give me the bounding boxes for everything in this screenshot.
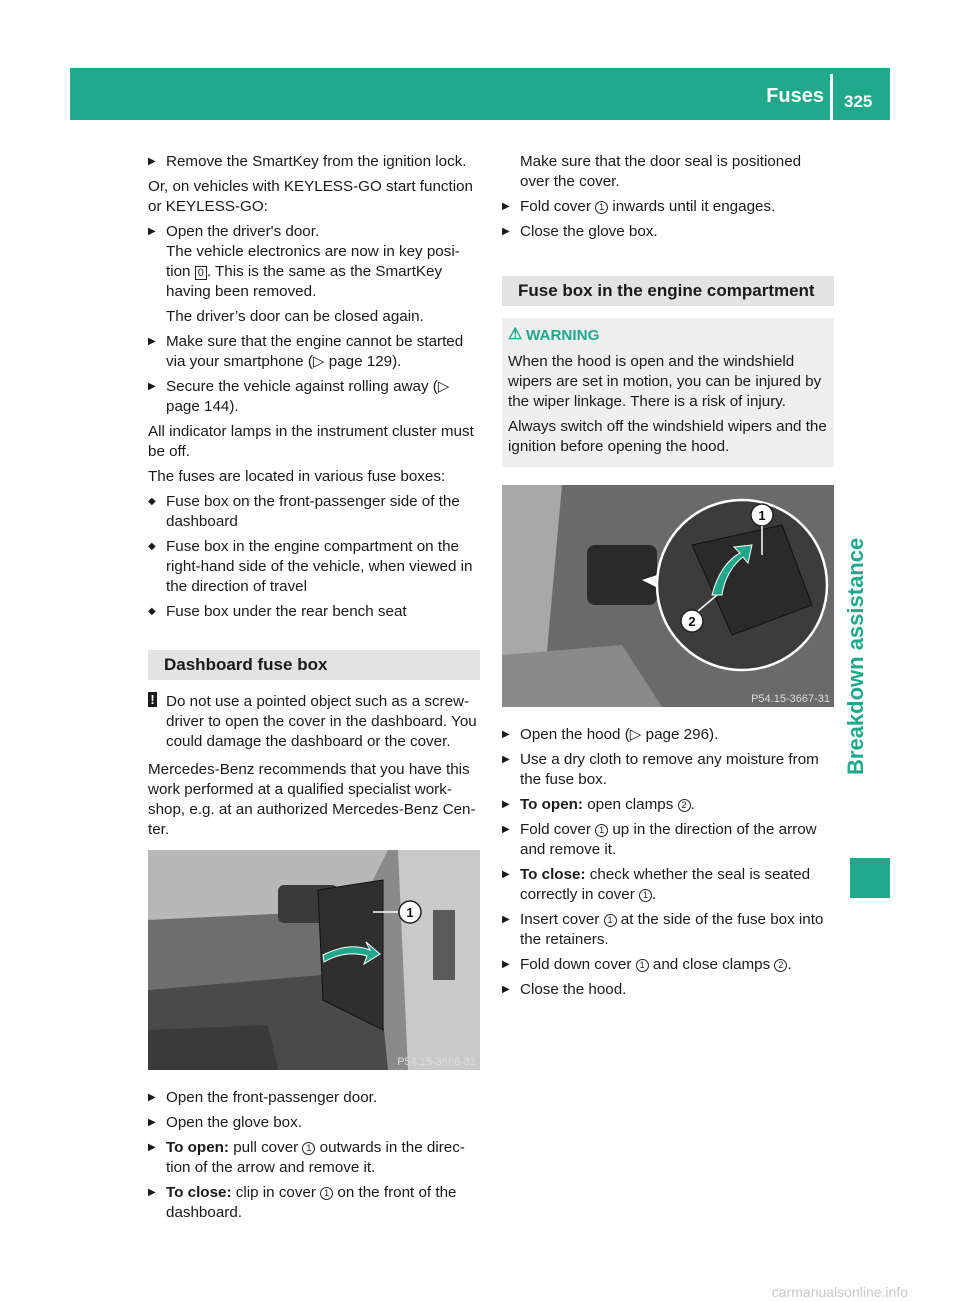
bullet-fusebox-1: ◆ Fuse box on the front-passenger side of the dashboard — [148, 492, 480, 532]
step-open-door-text: Open the driver's door. — [166, 223, 320, 240]
heading-engine-fuse-box: Fuse box in the engine compartment — [502, 276, 834, 306]
warning-text-1: When the hood is open and the windshield wipers are set in motion, you can be injured by the wiper linkage. There is a risk of injury. — [508, 353, 822, 410]
step-open-glove-box: ▶ Open the glove box. — [148, 1113, 480, 1133]
warning-title — [508, 326, 828, 346]
engine-figure — [502, 485, 834, 713]
step-insert-cover — [502, 910, 834, 950]
heading-dashboard-fuse-box: Dashboard fuse box — [148, 650, 480, 680]
left-column — [148, 152, 480, 1228]
check-seal-end: . — [652, 886, 657, 903]
step-fold-down-cover — [502, 955, 834, 975]
fold-cover-text-rest: inwards until it engages. — [608, 198, 776, 215]
step-fold-up-cover — [502, 820, 834, 860]
engine-photo — [502, 485, 834, 707]
callout-1-icon: 1 — [302, 1142, 315, 1155]
step-dry-cloth: ▶ Use a dry cloth to remove any moisture from the fuse box. — [502, 750, 834, 790]
keyless-intro: Or, on vehicles with KEYLESS-GO start function or KEYLESS-GO: — [148, 178, 473, 215]
figure-code-label: P54.15-3666-31 — [397, 1056, 476, 1068]
callout-1-icon: 1 — [636, 959, 649, 972]
open-clamps-end: . — [690, 796, 695, 813]
callout-2-icon: 2 — [678, 799, 691, 812]
watermark: carmanualsonline.info — [771, 1284, 908, 1300]
warning-box — [502, 318, 834, 467]
insert-cover-text: Insert cover — [520, 911, 604, 928]
warning-text-2: Always switch off the windshield wipers and the ignition before opening the hood. — [508, 418, 827, 455]
recommendation-text: Mercedes-Benz recommends that you have this work performed at a qualified specialist work-shop, e.g. at an authorized Mercedes-Benz Cen-ter. — [148, 761, 476, 838]
side-tab-label: Breakdown assistance — [843, 537, 868, 775]
fold-down-text-mid: and close clamps — [648, 956, 775, 973]
step-close-hood: ▶ Close the hood. — [502, 980, 834, 1000]
warning-triangle-icon: ⚠ — [508, 326, 523, 343]
callout-1-icon: 1 — [320, 1187, 333, 1200]
engine-figure-code-label: P54.15-3667-31 — [751, 693, 830, 705]
dashboard-figure — [148, 850, 480, 1076]
step-open-hood: ▶ Open the hood (▷ page 296). — [502, 725, 834, 745]
step-fold-cover — [502, 197, 834, 217]
caution-note-text: Do not use a pointed object such as a screw-driver to open the cover in the dashboard. You could damage the dashboard or the cover. — [166, 693, 477, 750]
header-page-number: 325 — [844, 92, 873, 111]
to-close-text: clip in cover — [231, 1184, 321, 1201]
caution-note — [148, 692, 480, 752]
to-close-label: To close: — [166, 1184, 232, 1201]
indicator-lamps-text: All indicator lamps in the instrument cluster must be off. — [148, 423, 474, 460]
figure-callout-1: 1 — [406, 905, 414, 920]
insert-cover-text-rest: at the side of the fuse box into the retainers. — [520, 911, 824, 948]
exclamation-icon: ! — [148, 692, 157, 707]
step-secure-vehicle: ▶ Secure the vehicle against rolling away (▷ page 144). — [148, 377, 480, 417]
fuse-locations-intro: The fuses are located in various fuse boxes: — [148, 468, 446, 485]
step-remove-key: ▶ Remove the SmartKey from the ignition lock. — [148, 152, 480, 172]
key-position-icon: 0 — [195, 266, 207, 280]
step-smartphone: ▶ Make sure that the engine cannot be started via your smartphone (▷ page 129). — [148, 332, 480, 372]
fold-cover-text: Fold cover — [520, 198, 596, 215]
step-check-seal — [502, 865, 834, 905]
engine-figure-callout-2: 2 — [688, 614, 696, 629]
bullet-fusebox-3: ◆ Fuse box under the rear bench seat — [148, 602, 480, 622]
side-tab-block — [850, 858, 890, 898]
step-open-clamps — [502, 795, 834, 815]
fold-up-text-rest: up in the direction of the arrow and remove it. — [520, 821, 817, 858]
to-close-label: To close: — [520, 866, 586, 883]
key-position-text: The vehicle electronics are now in key posi-tion — [166, 243, 460, 280]
to-open-label: To open: — [166, 1139, 229, 1156]
callout-2-icon: 2 — [774, 959, 787, 972]
dashboard-photo — [148, 850, 480, 1070]
door-seal-text: Make sure that the door seal is positioned over the cover. — [520, 153, 802, 190]
to-open-text-rest: outwards in the direc-tion of the arrow and remove it. — [166, 1139, 465, 1176]
step-to-close-cover — [148, 1183, 480, 1223]
fold-down-end: . — [787, 956, 792, 973]
callout-1-icon: 1 — [604, 914, 617, 927]
check-seal-text: check whether the seal is seated correctly in cover — [520, 866, 811, 903]
step-to-open-cover — [148, 1138, 480, 1178]
step-open-door — [148, 222, 480, 302]
bullet-fusebox-2: ◆ Fuse box in the engine compartment on the right-hand side of the vehicle, when viewed in the direction of travel — [148, 537, 480, 597]
door-closed-note: The driver’s door can be closed again. — [166, 308, 424, 325]
key-position-text-end: . This is the same as the SmartKey having been removed. — [166, 263, 443, 300]
to-open-label: To open: — [520, 796, 583, 813]
callout-1-icon: 1 — [595, 824, 608, 837]
header-section-title: Fuses — [766, 85, 824, 107]
warning-title-text: WARNING — [526, 327, 600, 344]
step-close-glove-box: ▶ Close the glove box. — [502, 222, 834, 242]
to-open-text: pull cover — [228, 1139, 303, 1156]
engine-figure-callout-1: 1 — [758, 508, 766, 523]
fold-down-text: Fold down cover — [520, 956, 636, 973]
fold-up-text: Fold cover — [520, 821, 596, 838]
callout-1-icon: 1 — [595, 201, 608, 214]
open-clamps-text: open clamps — [582, 796, 678, 813]
step-open-passenger-door: ▶ Open the front-passenger door. — [148, 1088, 480, 1108]
to-close-text-rest: on the front of the dashboard. — [166, 1184, 457, 1221]
right-column — [502, 152, 834, 1005]
callout-1-icon: 1 — [639, 889, 652, 902]
header-divider — [830, 74, 833, 120]
